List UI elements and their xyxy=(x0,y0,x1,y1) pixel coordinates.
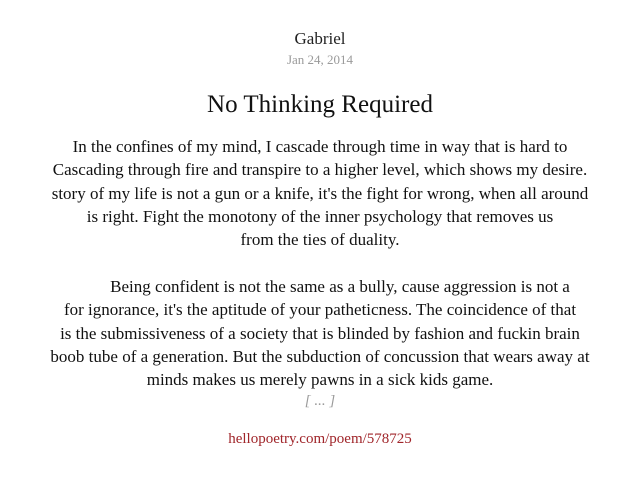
poem-title: No Thinking Required xyxy=(207,91,433,118)
poem-line: boob tube of a generation. But the subduction of concussion that wears away at xyxy=(50,346,590,366)
poem-line: is right. Fight the monotony of the inner psychology that removes us xyxy=(86,206,554,226)
poem-line: minds makes us merely pawns in a sick kids game. xyxy=(146,370,494,390)
poem-line: Being confident is not the same as a bully, cause aggression is not a xyxy=(110,276,570,296)
poem-line: is the submissiveness of a society that is blinded by fashion and fuckin brain xyxy=(60,323,580,343)
poem-body xyxy=(20,135,620,411)
stanza-break xyxy=(20,251,620,275)
truncation-marker: [ ... ] xyxy=(304,393,336,410)
source-link[interactable]: hellopoetry.com/poem/578725 xyxy=(228,431,412,447)
poem-line: Cascading through fire and transpire to a higher level, which shows my desire. xyxy=(52,160,588,180)
poem-line: for ignorance, it's the aptitude of your patheticness. The coincidence of that xyxy=(63,300,577,320)
author-name[interactable]: Gabriel xyxy=(294,29,346,48)
poem-line: from the ties of duality. xyxy=(240,230,400,250)
poem-line: story of my life is not a gun or a knife, it's the fight for wrong, when all around xyxy=(51,183,589,203)
poem-line: In the confines of my mind, I cascade through time in way that is hard to xyxy=(72,137,568,156)
publish-date: Jan 24, 2014 xyxy=(286,52,354,67)
